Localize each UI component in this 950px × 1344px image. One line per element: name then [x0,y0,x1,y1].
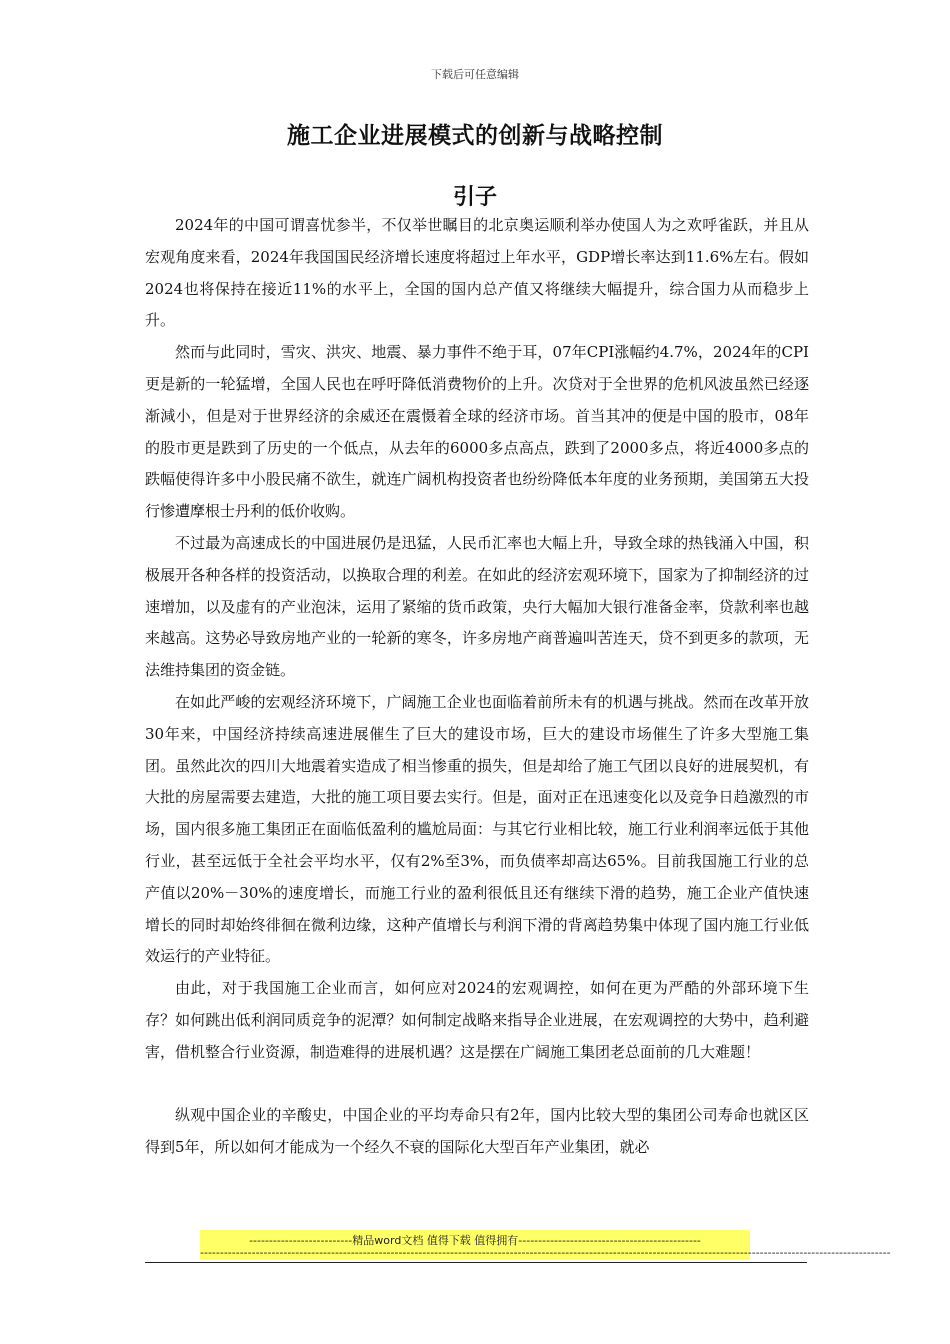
paragraph: 然而与此同时，雪灾、洪灾、地震、暴力事件不绝于耳，07年CPI涨幅约4.7%，2024年的CPI更是新的一轮猛增，全国人民也在呼吁降低消费物价的上升。次贷对于全世界的危机风波虽然已经逐渐減小，但是对于世界经济的余威还在震慑着全球的经济市场。首当其冲的便是中国的股市，08年的股市更是跌到了历史的一个低点，从去年的6000多点高点，跌到了2000多点，将近4000多点的跌幅使得许多中小股民痛不欲生，就连广阔机构投资者也纷纷降低本年度的业务预期，美国第五大投行惨遭摩根士丹利的低价收购。 [145,343,809,521]
header-note: 下载后可任意编辑 [431,68,519,81]
paragraph: 由此，对于我国施工企业而言，如何应对2024的宏观调控，如何在更为严酷的外部环境下生存？如何跳出低利润同质竞争的泥潭？如何制定战略来指导企业进展，在宏观调控的大势中，趋利避害，借机整合行业资源，制造难得的进展机遇？这是摆在广阔施工集团老总面前的几大难题！ [145,979,809,1061]
footer-rule [145,1262,807,1263]
body-text [145,210,809,1164]
paragraph: 2024年的中国可谓喜忧参半，不仅举世瞩目的北京奥运顺利举办使国人为之欢呼雀跃，并且从宏观角度来看，2024年我国国民经济增长速度将超过上年水平，GDP增长率达到11.6%左右。假如2024也将保持在接近11%的水平上，全国的国内总产值又将继续大幅提升，综合国力从而稳步上升。 [145,216,809,330]
footer-banner [200,1230,891,1260]
paragraph: 在如此严峻的宏观经济环境下，广阔施工企业也面临着前所未有的机遇与挑战。然而在改革开放30年来，中国经济持续高速进展催生了巨大的建设市场，巨大的建设市场催生了许多大型施工集团。虽然此次的四川大地震着实造成了相当惨重的损失，但是却给了施工气团以良好的进展契机，有大批的房屋需要去建造，大批的施工项目要去实行。但是，面对正在迅速变化以及竞争日趋激烈的市场，国内很多施工集团正在面临低盈利的尴尬局面：与其它行业相比较，施工行业利润率远低于其他行业，甚至远低于全社会平均水平，仅有2%至3%，而负债率却高达65%。目前我国施工行业的总产值以20%－30%的速度增长，而施工行业的盈利很低且还有继续下滑的趋势，施工企业产值快速增长的同时却始终徘徊在微利边缘，这种产值增长与利润下滑的背离趋势集中体现了国内施工行业低效运行的产业特征。 [145,692,809,966]
section-heading: 引子 [452,185,497,210]
footer-banner-dashes: ------------------------------------------------------------------------------------------------------------------------------------------------------------------------------ [200,1246,891,1259]
paragraph: 不过最为高速成长的中国进展仍是迅猛，人民币汇率也大幅上升，导致全球的热钱涌入中国，积极展开各种各样的投资活动，以换取合理的利差。在如此的经济宏观环境下，国家为了抑制经济的过速增加，以及虚有的产业泡沫，运用了紧缩的货币政策，央行大幅加大银行准备金率，贷款利率也越来越高。这势必导致房地产业的一轮新的寒冬，许多房地产商普遍叫苦连天，贷不到更多的款项，无法维持集团的资金链。 [145,533,809,680]
footer-banner-text: --------------------------精品word文档 值得下载 值得拥有---------------------------------------------- [249,1234,701,1247]
document-title: 施工企业进展模式的创新与战略控制 [287,123,663,149]
paragraph: 纵观中国企业的辛酸史，中国企业的平均寿命只有2年，国内比较大型的集团公司寿命也就区区得到5年，所以如何才能成为一个经久不衰的国际化大型百年产业集团，就必 [145,1106,809,1157]
